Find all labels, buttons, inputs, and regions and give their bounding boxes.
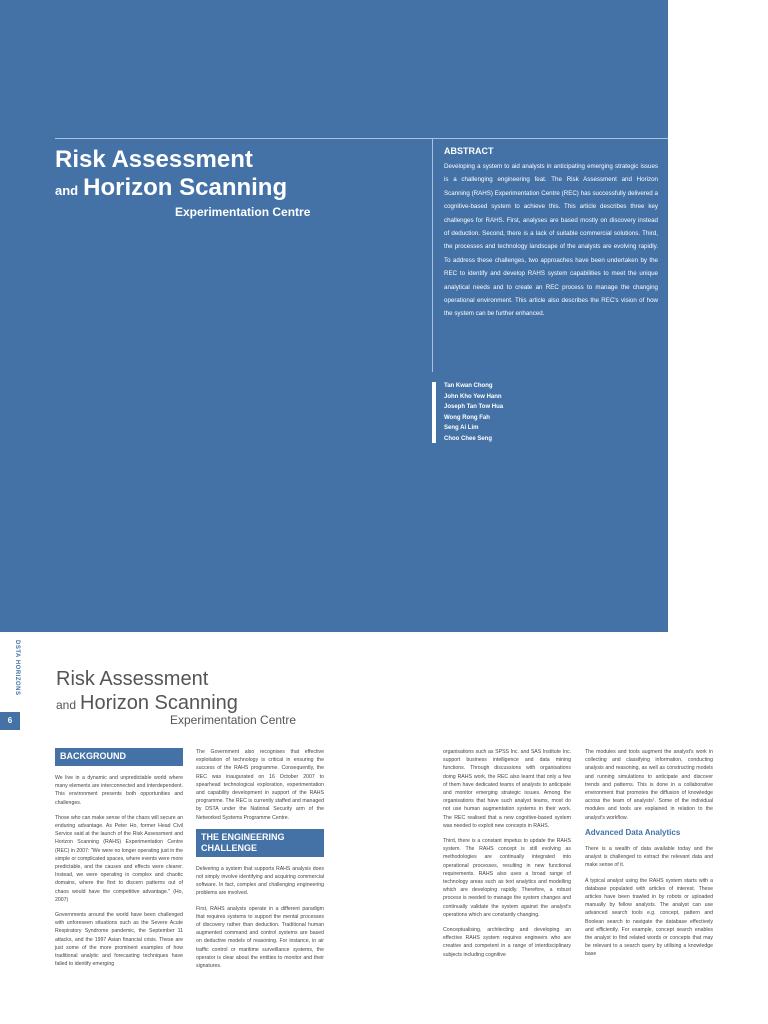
banner-divider	[55, 138, 668, 139]
section-heading-engineering: THE ENGINEERING CHALLENGE	[196, 829, 324, 857]
banner-title	[55, 146, 311, 219]
paragraph: organisations such as SPSS Inc. and SAS Institute Inc. support business intelligence and data mining functions. Through discussions with organisations doing RAHS work, the REC also learnt that only a few of them have dedicated teams of analysts to anticipate and monitor emerging strategic issues. Among the organisations that have such analyst teams, most do not use human augmentation systems in their work. The REC realised that a new cognitive-based system was needed to exploit new concepts in RAHS.	[443, 749, 571, 829]
paragraph: The Government also recognises that effective exploitation of technology is critical in ensuring the success of the RAHS programme. Consequently, the REC was inaugurated on 16 October 2007 to spearhead technological exploration, experimentation and capability development in support of the RAHS programme. The REC is currently staffed and managed by DSTA under the National Security arm of the Networked Systems Programme Centre.	[196, 749, 324, 821]
authors-bar	[432, 382, 436, 443]
section-heading-analytics: Advanced Data Analytics	[585, 827, 681, 837]
title-and: and	[55, 183, 79, 198]
paragraph: Conceptualising, architecting and developing an effective RAHS system requires engineers who are creative and competent in a range of interdisciplinary subjects including cognitive	[443, 927, 571, 958]
article-title-line-3: Experimentation Centre	[170, 713, 297, 727]
paragraph: First, RAHS analysts operate in a different paradigm that requires systems to support the mental processes of discovery rather than deduction. Traditional human augmented command and control systems are based on deductive models of reasoning. For instance, in air traffic control or maritime surveillance systems, the operator is clear about the entities to monitor and their signatures.	[196, 905, 324, 970]
article-title-line-2-text: Horizon Scanning	[80, 692, 238, 714]
author-list	[444, 381, 503, 445]
author: Tan Kwan Chong	[444, 383, 493, 389]
author: Choo Chee Seng	[444, 435, 493, 442]
abstract-text: Developing a system to aid analysts in anticipating emerging strategic issues is a challenging engineering feat. The Risk Assessment and Horizon Scanning (RAHS) Experimentation Centre (REC) has successfully delivered a cognitive-based system to achieve this. This article describes three key challenges for RAHS. First, analyses are based mostly on discovery instead of deduction. Second, there is a lack of suitable commercial solutions. Third, the processes and technology landscape of the analysts are evolving rapidly. To address these challenges, two approaches have been undertaken by the REC to identify and develop RAHS system capabilities to meet the unique analytical needs and to create an REC process to manage the changing operational environment. This article also describes the REC's vision of how the system can be further enhanced.	[444, 163, 658, 318]
title-line-2-text: Horizon Scanning	[83, 174, 288, 201]
paragraph: Governments around the world have been challenged with unforeseen situations such as the Severe Acute Respiratory Syndrome pandemic, the September 11 attacks, and the 1997 Asian financial crisis. These are just some of the more prominent examples of how traditional analytic and forecasting techniques have failed to identify emerging	[55, 912, 183, 968]
author: Wong Rong Fah	[444, 414, 490, 421]
paragraph: The modules and tools augment the analyst's work in collecting and classifying information, conducting analysis and reasoning, as well as constructing models and running simulations to anticipate and discover trends and patterns. This is done in a collaborative environment that promotes the diffusion of knowledge across the team of analysts¹. Some of the individual modules and tools are explained in relation to the analyst's workflow.	[585, 749, 713, 821]
article-title-and: and	[56, 698, 77, 712]
author: Joseph Tan Tow Hua	[444, 404, 504, 411]
title-line-1: Risk Assessment	[55, 146, 253, 173]
author: Seng Ai Lim	[444, 425, 479, 432]
body-column-4	[585, 748, 713, 966]
paragraph: Delivering a system that supports RAHS analysis does not simply involve identifying and acquiring commercial software. In fact, complex and challenging engineering problems are involved.	[196, 865, 324, 897]
body-column-2	[196, 748, 324, 977]
abstract-rule	[432, 139, 433, 372]
title-line-2	[55, 174, 287, 205]
abstract-heading: ABSTRACT	[444, 146, 494, 156]
author: John Kho Yew Hann	[444, 393, 502, 400]
abstract	[444, 146, 658, 321]
title-line-3: Experimentation Centre	[175, 205, 311, 219]
paragraph: There is a wealth of data available today and the analyst is challenged to extract the relevant data and make sense of it.	[585, 846, 713, 869]
section-heading-background: BACKGROUND	[55, 748, 183, 766]
body-column-1	[55, 748, 183, 975]
article-title-line-1: Risk Assessment	[56, 668, 209, 690]
paragraph: Third, there is a constant impetus to update the RAHS system. The RAHS concept is still evolving as methodologies are continually integrated into operational processes, resulting in new functional requirements. RAHS also uses a broad range of technology areas such as text analytics and modelling which are developing rapidly. Therefore, a robust process is needed to manage the system changes and continually validate the system against the analyst's operations which are constantly changing.	[443, 838, 571, 918]
page-number: 6	[0, 712, 20, 730]
paragraph: Those who can make sense of the chaos will secure an enduring advantage. As Peter Ho, former Head Civil Service said at the launch of the Risk Assessment and Horizon Scanning (RAHS) Experimentation Centre (REC) in 2007: "We were no longer operating just in the simple or complicated spaces, where events were more predictable, and the causes and effects were clearer. Instead, we were operating in complex and chaotic domains, where the first to discern patterns out of chaos would have the competitive advantage." (Ho, 2007)	[55, 814, 183, 903]
paragraph: A typical analyst using the RAHS system starts with a database populated with articles of interest. These articles have been trawled in by robots or uploaded manually by fellow analysts. The analyst can use advanced search tools e.g. concept, pattern and Boolean search to navigate the database effectively and efficiently. For example, concept search enables the analyst to find related words or concepts that may be relevant to a search query by utilising a knowledge base	[585, 877, 713, 958]
body-column-3	[443, 748, 571, 966]
paragraph: We live in a dynamic and unpredictable world where many elements are interconnected and interdependent. This environment presents both opportunities and challenges.	[55, 775, 183, 806]
journal-side-label: DSTA HORIZONS	[14, 640, 20, 696]
article-title	[56, 667, 297, 727]
